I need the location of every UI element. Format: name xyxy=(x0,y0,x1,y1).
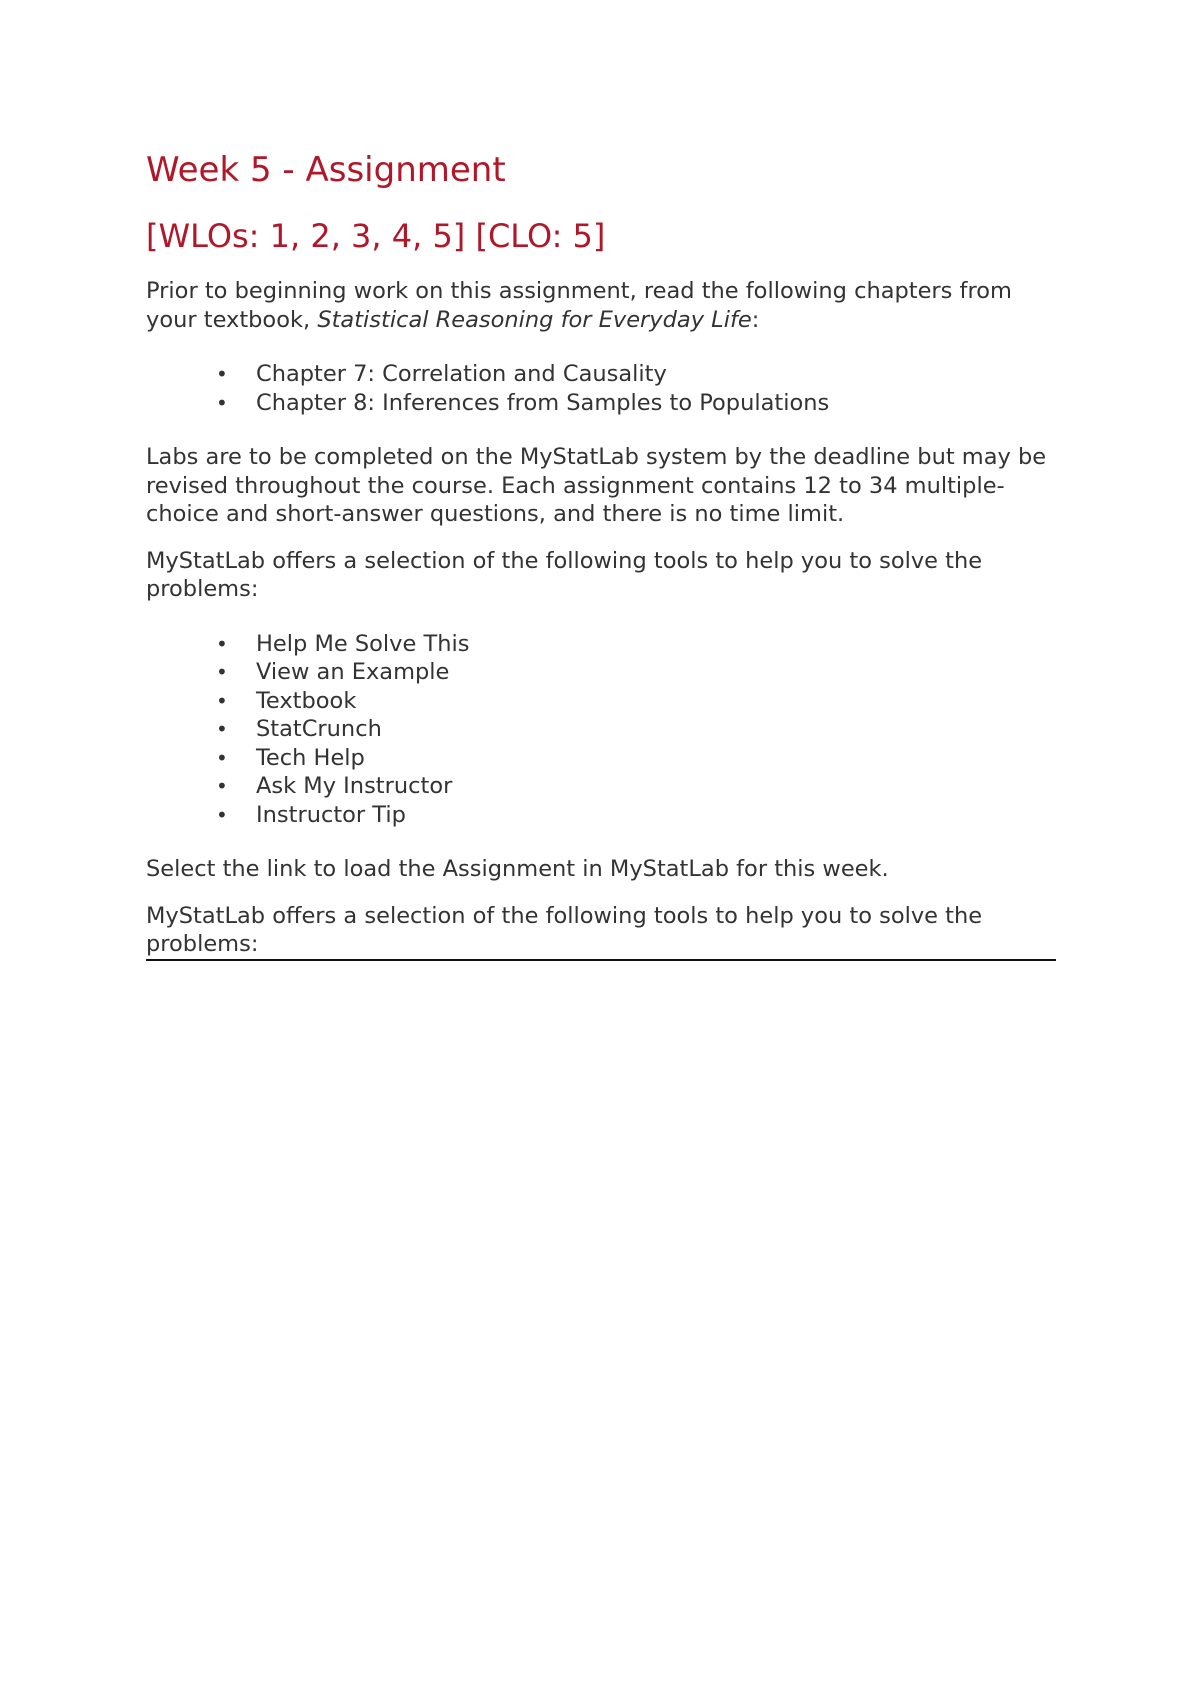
list-item xyxy=(216,360,1056,389)
bullet-icon: • xyxy=(216,362,228,387)
chapter-item: Chapter 7: Correlation and Causality xyxy=(256,361,667,388)
list-item xyxy=(216,389,1056,418)
bullet-icon: • xyxy=(216,688,228,713)
intro-text-end: : xyxy=(751,306,760,333)
tool-item: StatCrunch xyxy=(256,716,382,743)
learning-outcomes-heading: [WLOs: 1, 2, 3, 4, 5] [CLO: 5] xyxy=(146,216,606,255)
intro-text: Prior to beginning work on this assignment, read the following chapters from your textbook, xyxy=(146,278,1012,333)
select-link-paragraph: Select the link to load the Assignment in MyStatLab for this week. xyxy=(146,856,889,883)
list-item xyxy=(216,744,1056,773)
bullet-icon: • xyxy=(216,745,228,770)
tools-intro-paragraph: MyStatLab offers a selection of the following tools to help you to solve the problems: xyxy=(146,547,983,603)
list-item xyxy=(216,715,1056,744)
tools-list xyxy=(146,630,1056,830)
tool-item: Tech Help xyxy=(256,744,365,771)
bullet-icon: • xyxy=(216,390,228,415)
document-page xyxy=(146,150,1056,961)
labs-paragraph: Labs are to be completed on the MyStatLab system by the deadline but may be revised throughout the course. Each assignment contains 12 to 34 multiple-choice and short-answer questions, and there is no time limit. xyxy=(146,444,1047,528)
list-item xyxy=(216,687,1056,716)
intro-paragraph xyxy=(146,277,1056,334)
list-item xyxy=(216,801,1056,830)
tool-item: Ask My Instructor xyxy=(256,773,453,800)
bullet-icon: • xyxy=(216,660,228,685)
bullet-icon: • xyxy=(216,631,228,656)
list-item xyxy=(216,630,1056,659)
tool-item: View an Example xyxy=(256,659,450,686)
chapter-list xyxy=(146,360,1056,417)
tool-item: Textbook xyxy=(256,687,357,714)
bullet-icon: • xyxy=(216,774,228,799)
textbook-title: Statistical Reasoning for Everyday Life xyxy=(317,306,752,333)
list-item xyxy=(216,772,1056,801)
bullet-icon: • xyxy=(216,802,228,827)
tool-item: Help Me Solve This xyxy=(256,630,470,657)
list-item xyxy=(216,658,1056,687)
bullet-icon: • xyxy=(216,717,228,742)
chapter-item: Chapter 8: Inferences from Samples to Populations xyxy=(256,389,830,416)
page-title: Week 5 - Assignment xyxy=(146,150,506,190)
tool-item: Instructor Tip xyxy=(256,801,406,828)
tools-intro-repeat-paragraph: MyStatLab offers a selection of the following tools to help you to solve the problems: xyxy=(146,902,1056,961)
